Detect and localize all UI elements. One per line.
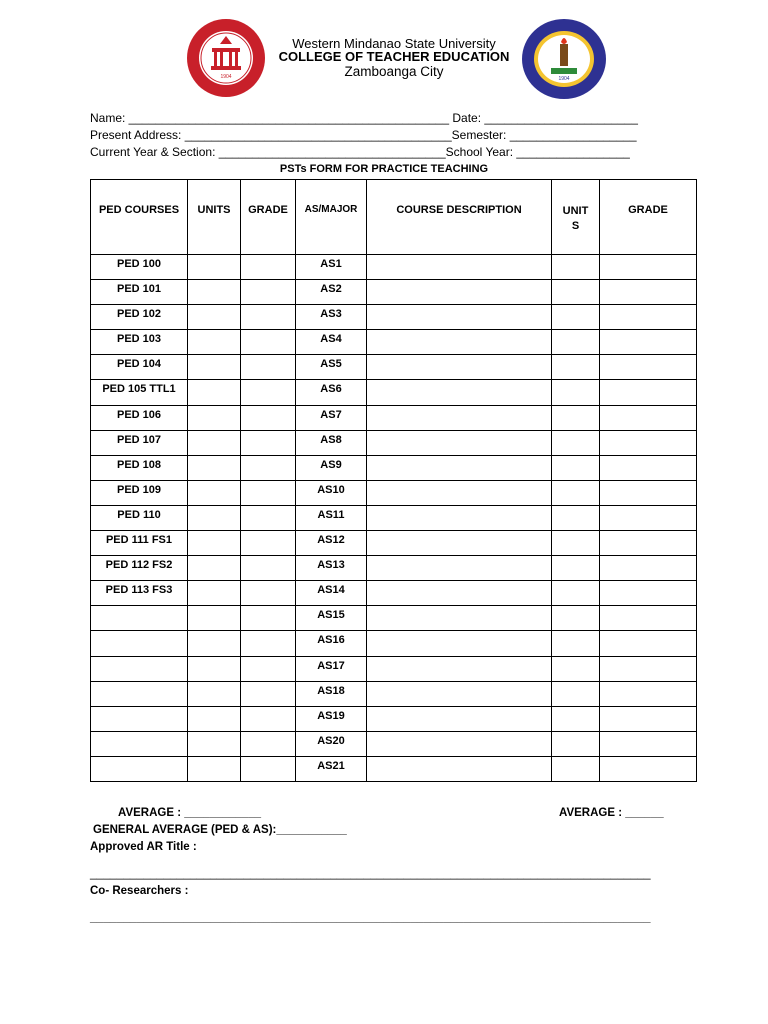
general-average[interactable]: GENERAL AVERAGE (PED & AS):___________ <box>93 824 347 836</box>
name-date-field[interactable]: Name: ________________________________________________ Date: _______________________ <box>90 111 638 125</box>
table-row <box>91 581 697 606</box>
table-row <box>91 731 697 756</box>
units-cell[interactable] <box>188 581 241 606</box>
as-major-cell: AS2 <box>296 280 367 305</box>
ped-course-cell: PED 111 FS1 <box>91 531 188 556</box>
units-2-cell[interactable] <box>552 756 600 781</box>
grade-2-cell[interactable] <box>600 305 697 330</box>
table-row <box>91 556 697 581</box>
university-name: Western Mindanao State University <box>292 36 496 51</box>
course-description-cell[interactable] <box>367 505 552 530</box>
course-description-cell[interactable] <box>367 255 552 280</box>
as-major-cell: AS21 <box>296 756 367 781</box>
co-researchers-label: Co- Researchers : <box>90 885 189 897</box>
units-cell[interactable] <box>188 330 241 355</box>
year-section-schoolyear-field[interactable]: Current Year & Section: __________________________________School Year: _________________ <box>90 145 630 159</box>
units-cell[interactable] <box>188 255 241 280</box>
table-row <box>91 706 697 731</box>
course-description-cell[interactable] <box>367 305 552 330</box>
table-row <box>91 280 697 305</box>
table-row <box>91 631 697 656</box>
grade-cell[interactable] <box>241 330 296 355</box>
grade-2-cell[interactable] <box>600 355 697 380</box>
as-major-cell: AS14 <box>296 581 367 606</box>
grade-2-cell[interactable] <box>600 505 697 530</box>
units-2-cell[interactable] <box>552 606 600 631</box>
units-cell[interactable] <box>188 480 241 505</box>
ped-course-cell: PED 103 <box>91 330 188 355</box>
grade-2-cell[interactable] <box>600 531 697 556</box>
grade-cell[interactable] <box>241 631 296 656</box>
table-row <box>91 455 697 480</box>
grade-2-cell[interactable] <box>600 681 697 706</box>
courses-table <box>90 179 697 782</box>
grade-cell[interactable] <box>241 756 296 781</box>
units-2-cell[interactable] <box>552 556 600 581</box>
col-course-description: COURSE DESCRIPTION <box>367 180 552 255</box>
grade-cell[interactable] <box>241 606 296 631</box>
grade-2-cell[interactable] <box>600 330 697 355</box>
course-description-cell[interactable] <box>367 581 552 606</box>
course-description-cell[interactable] <box>367 556 552 581</box>
units-2-cell[interactable] <box>552 480 600 505</box>
course-description-cell[interactable] <box>367 455 552 480</box>
units-2-cell[interactable] <box>552 706 600 731</box>
ped-course-cell: PED 101 <box>91 280 188 305</box>
ped-course-cell <box>91 631 188 656</box>
grade-cell[interactable] <box>241 380 296 405</box>
as-major-cell: AS4 <box>296 330 367 355</box>
ped-course-cell: PED 100 <box>91 255 188 280</box>
units-cell[interactable] <box>188 556 241 581</box>
course-description-cell[interactable] <box>367 656 552 681</box>
col-grade: GRADE <box>241 180 296 255</box>
units-cell[interactable] <box>188 606 241 631</box>
units-cell[interactable] <box>188 405 241 430</box>
co-researchers-line[interactable]: ____________________________________________________________________________________ <box>90 910 651 924</box>
grade-cell[interactable] <box>241 255 296 280</box>
col-ped-courses: PED COURSES <box>91 180 188 255</box>
units-2-cell[interactable] <box>552 531 600 556</box>
ped-course-cell: PED 107 <box>91 430 188 455</box>
units-2-cell[interactable] <box>552 380 600 405</box>
table-row <box>91 606 697 631</box>
grade-cell[interactable] <box>241 280 296 305</box>
units-2-cell[interactable] <box>552 455 600 480</box>
units-cell[interactable] <box>188 756 241 781</box>
units-2-cell[interactable] <box>552 430 600 455</box>
units-cell[interactable] <box>188 631 241 656</box>
units-cell[interactable] <box>188 455 241 480</box>
grade-cell[interactable] <box>241 681 296 706</box>
course-description-cell[interactable] <box>367 380 552 405</box>
table-row <box>91 656 697 681</box>
units-cell[interactable] <box>188 380 241 405</box>
seal-year: 1904 <box>558 76 570 82</box>
address-semester-field[interactable]: Present Address: ________________________________________Semester: ___________________ <box>90 128 637 142</box>
col-as-major: AS/MAJOR <box>296 180 367 255</box>
units-2-cell[interactable] <box>552 305 600 330</box>
course-description-cell[interactable] <box>367 606 552 631</box>
grade-2-cell[interactable] <box>600 606 697 631</box>
table-row <box>91 505 697 530</box>
grade-2-cell[interactable] <box>600 430 697 455</box>
units-2-cell[interactable] <box>552 280 600 305</box>
table-row <box>91 255 697 280</box>
course-description-cell[interactable] <box>367 480 552 505</box>
as-major-cell: AS7 <box>296 405 367 430</box>
grade-cell[interactable] <box>241 480 296 505</box>
as-major-cell: AS8 <box>296 430 367 455</box>
table-row <box>91 355 697 380</box>
ped-course-cell: PED 113 FS3 <box>91 581 188 606</box>
units-cell[interactable] <box>188 531 241 556</box>
grade-2-cell[interactable] <box>600 405 697 430</box>
as-major-cell: AS9 <box>296 455 367 480</box>
city-name: Zamboanga City <box>344 64 444 79</box>
average-left[interactable]: AVERAGE : ____________ <box>118 807 261 819</box>
units-cell[interactable] <box>188 280 241 305</box>
ped-course-cell: PED 109 <box>91 480 188 505</box>
ped-course-cell: PED 102 <box>91 305 188 330</box>
units-2-cell[interactable] <box>552 631 600 656</box>
table-row <box>91 330 697 355</box>
units-2-cell[interactable] <box>552 405 600 430</box>
grade-cell[interactable] <box>241 581 296 606</box>
as-major-cell: AS15 <box>296 606 367 631</box>
grade-cell[interactable] <box>241 305 296 330</box>
as-major-cell: AS5 <box>296 355 367 380</box>
units-cell[interactable] <box>188 731 241 756</box>
grade-2-cell[interactable] <box>600 581 697 606</box>
course-description-cell[interactable] <box>367 706 552 731</box>
units-cell[interactable] <box>188 430 241 455</box>
grade-cell[interactable] <box>241 455 296 480</box>
grade-2-cell[interactable] <box>600 455 697 480</box>
units-cell[interactable] <box>188 505 241 530</box>
units-cell[interactable] <box>188 681 241 706</box>
as-major-cell: AS1 <box>296 255 367 280</box>
grade-cell[interactable] <box>241 405 296 430</box>
table-header-row <box>91 180 697 255</box>
course-description-cell[interactable] <box>367 330 552 355</box>
as-major-cell: AS17 <box>296 656 367 681</box>
as-major-cell: AS11 <box>296 505 367 530</box>
units-cell[interactable] <box>188 305 241 330</box>
ped-course-cell <box>91 706 188 731</box>
units-2-cell[interactable] <box>552 581 600 606</box>
college-name: COLLEGE OF TEACHER EDUCATION <box>278 49 510 64</box>
course-description-cell[interactable] <box>367 731 552 756</box>
table-row <box>91 756 697 781</box>
units-2-cell[interactable] <box>552 505 600 530</box>
cte-seal-logo <box>521 18 607 100</box>
units-2-cell[interactable] <box>552 731 600 756</box>
grade-2-cell[interactable] <box>600 480 697 505</box>
grade-cell[interactable] <box>241 355 296 380</box>
grade-2-cell[interactable] <box>600 380 697 405</box>
as-major-cell: AS3 <box>296 305 367 330</box>
grade-cell[interactable] <box>241 556 296 581</box>
as-major-cell: AS20 <box>296 731 367 756</box>
grade-2-cell[interactable] <box>600 556 697 581</box>
as-major-cell: AS12 <box>296 531 367 556</box>
ped-course-cell <box>91 681 188 706</box>
course-description-cell[interactable] <box>367 631 552 656</box>
table-row <box>91 531 697 556</box>
ped-course-cell <box>91 731 188 756</box>
grade-2-cell[interactable] <box>600 731 697 756</box>
course-description-cell[interactable] <box>367 756 552 781</box>
wmsu-seal-logo <box>186 18 266 98</box>
course-description-cell[interactable] <box>367 280 552 305</box>
units-2-cell[interactable] <box>552 330 600 355</box>
grade-2-cell[interactable] <box>600 656 697 681</box>
as-major-cell: AS13 <box>296 556 367 581</box>
as-major-cell: AS10 <box>296 480 367 505</box>
as-major-cell: AS16 <box>296 631 367 656</box>
ped-course-cell: PED 104 <box>91 355 188 380</box>
approved-title-line[interactable]: ____________________________________________________________________________________ <box>90 866 651 880</box>
ped-course-cell: PED 105 TTL1 <box>91 380 188 405</box>
col-units-2: UNIT S <box>552 180 600 255</box>
grade-2-cell[interactable] <box>600 631 697 656</box>
as-major-cell: AS6 <box>296 380 367 405</box>
units-2-cell[interactable] <box>552 656 600 681</box>
course-description-cell[interactable] <box>367 681 552 706</box>
grade-cell[interactable] <box>241 531 296 556</box>
form-title: PSTs FORM FOR PRACTICE TEACHING <box>279 163 489 175</box>
ped-course-cell <box>91 606 188 631</box>
as-major-cell: AS19 <box>296 706 367 731</box>
table-row <box>91 480 697 505</box>
ped-course-cell <box>91 756 188 781</box>
grade-cell[interactable] <box>241 706 296 731</box>
approved-title-label: Approved AR Title : <box>90 841 197 853</box>
table-row <box>91 380 697 405</box>
table-row <box>91 405 697 430</box>
col-units: UNITS <box>188 180 241 255</box>
units-cell[interactable] <box>188 656 241 681</box>
course-description-cell[interactable] <box>367 430 552 455</box>
grade-cell[interactable] <box>241 731 296 756</box>
units-2-cell[interactable] <box>552 681 600 706</box>
course-description-cell[interactable] <box>367 405 552 430</box>
table-row <box>91 305 697 330</box>
table-row <box>91 430 697 455</box>
grade-cell[interactable] <box>241 505 296 530</box>
ped-course-cell: PED 106 <box>91 405 188 430</box>
ped-course-cell <box>91 656 188 681</box>
units-2-cell[interactable] <box>552 255 600 280</box>
seal-year: 1904 <box>220 74 232 80</box>
grade-2-cell[interactable] <box>600 280 697 305</box>
units-cell[interactable] <box>188 355 241 380</box>
ped-course-cell: PED 110 <box>91 505 188 530</box>
col-grade-2: GRADE <box>600 180 697 255</box>
table-row <box>91 681 697 706</box>
course-description-cell[interactable] <box>367 355 552 380</box>
grade-cell[interactable] <box>241 656 296 681</box>
course-description-cell[interactable] <box>367 531 552 556</box>
ped-course-cell: PED 108 <box>91 455 188 480</box>
average-right[interactable]: AVERAGE : ______ <box>559 807 664 819</box>
as-major-cell: AS18 <box>296 681 367 706</box>
grade-cell[interactable] <box>241 430 296 455</box>
ped-course-cell: PED 112 FS2 <box>91 556 188 581</box>
grade-2-cell[interactable] <box>600 756 697 781</box>
table-body <box>91 255 697 782</box>
grade-2-cell[interactable] <box>600 255 697 280</box>
grade-2-cell[interactable] <box>600 706 697 731</box>
units-2-cell[interactable] <box>552 355 600 380</box>
units-cell[interactable] <box>188 706 241 731</box>
